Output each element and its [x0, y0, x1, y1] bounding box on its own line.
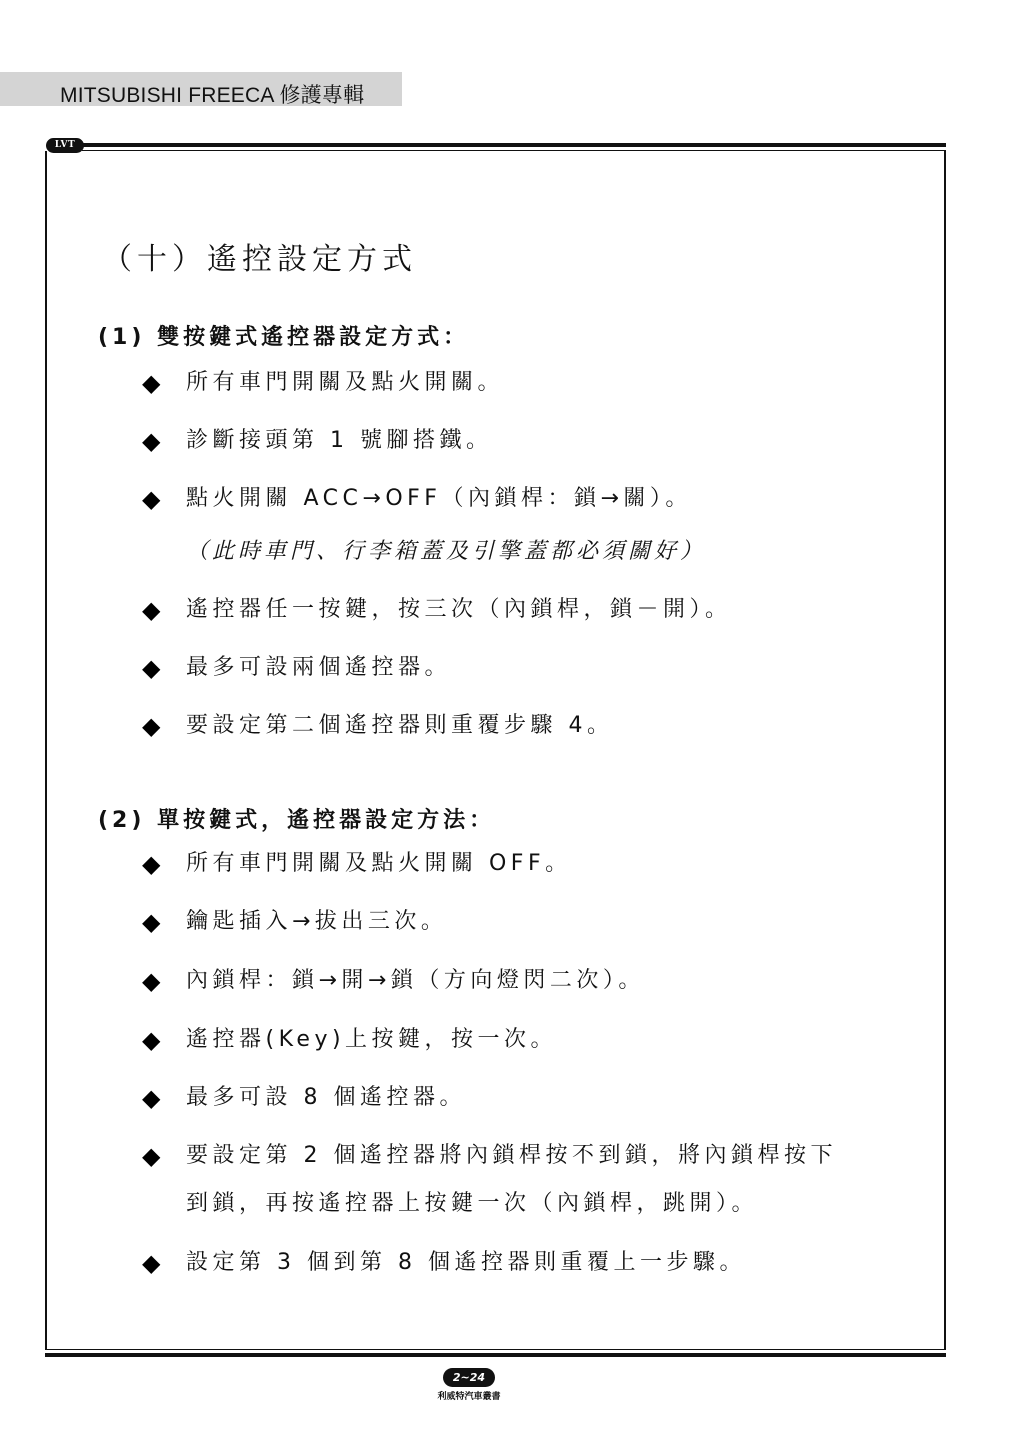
diamond-icon: ◆: [142, 485, 161, 513]
list-item-text: 所有車門開關及點火開關。: [186, 370, 505, 395]
header-title: MITSUBISHI FREECA 修護專輯: [60, 84, 365, 107]
section-title: （十）遙控設定方式: [102, 242, 417, 277]
list-item-text: 鑰匙插入→拔出三次。: [186, 909, 448, 934]
diamond-icon: ◆: [142, 427, 161, 455]
diamond-icon: ◆: [142, 596, 161, 624]
part1-heading: (1) 雙按鍵式遙控器設定方式：: [98, 325, 470, 350]
diamond-icon: ◆: [142, 1249, 161, 1277]
diamond-icon: ◆: [142, 967, 161, 995]
diamond-icon: ◆: [142, 1026, 161, 1054]
diamond-icon: ◆: [142, 908, 161, 936]
list-item-text: 診斷接頭第 1 號腳搭鐵。: [186, 428, 493, 453]
bottom-rule-thin: [45, 1349, 946, 1350]
top-rule-thin: [82, 150, 946, 151]
list-item-text: 遙控器任一按鍵，按三次（內鎖桿，鎖－開）。: [186, 597, 732, 622]
logo-badge: LVT: [46, 138, 84, 153]
list-item-text: 最多可設兩個遙控器。: [186, 655, 452, 680]
diamond-icon: ◆: [142, 1142, 161, 1170]
frame-left-border: [45, 151, 47, 1350]
list-item-text: 點火開關 ACC→OFF（內鎖桿：鎖→關）。: [186, 486, 692, 511]
list-item-text: 遙控器(Key)上按鍵，按一次。: [186, 1027, 558, 1052]
diamond-icon: ◆: [142, 369, 161, 397]
note-text: （此時車門、行李箱蓋及引擎蓋都必須關好）: [186, 539, 707, 564]
diamond-icon: ◆: [142, 654, 161, 682]
top-rule: [82, 143, 946, 147]
part2-heading: (2) 單按鍵式，遙控器設定方法：: [98, 808, 496, 833]
publisher-mark: 利威特汽車叢書: [437, 1392, 501, 1402]
list-item-continuation: 到鎖，再按遙控器上按鍵一次（內鎖桿，跳開）。: [186, 1191, 759, 1216]
diamond-icon: ◆: [142, 850, 161, 878]
bottom-rule: [45, 1353, 946, 1357]
list-item-text: 所有車門開關及點火開關 OFF。: [186, 851, 572, 876]
list-item-text: 最多可設 8 個遙控器。: [186, 1085, 466, 1110]
frame-right-border: [944, 151, 946, 1350]
page-number-badge: 2~24: [443, 1368, 495, 1387]
diamond-icon: ◆: [142, 712, 161, 740]
list-item-text: 設定第 3 個到第 8 個遙控器則重覆上一步驟。: [186, 1250, 746, 1275]
list-item-text: 要設定第 2 個遙控器將內鎖桿按不到鎖，將內鎖桿按下: [186, 1143, 837, 1168]
list-item-text: 要設定第二個遙控器則重覆步驟 4。: [186, 713, 614, 738]
list-item-text: 內鎖桿：鎖→開→鎖（方向燈閃二次）。: [186, 968, 645, 993]
diamond-icon: ◆: [142, 1084, 161, 1112]
